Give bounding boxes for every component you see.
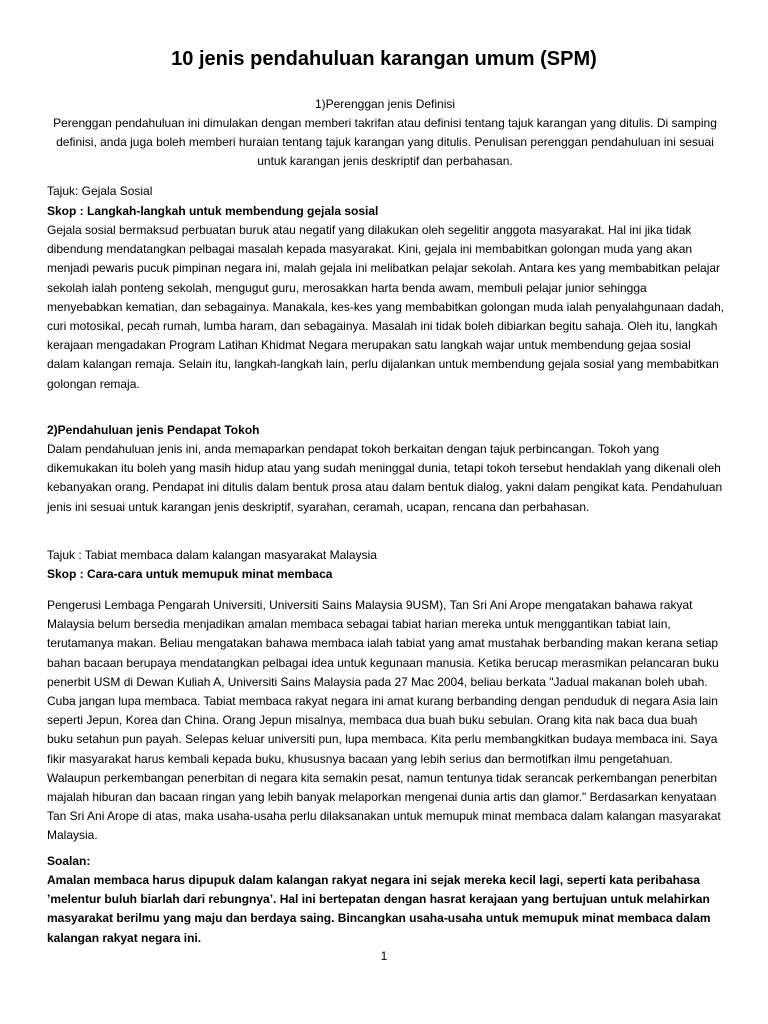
section2-tajuk: Tajuk : Tabiat membaca dalam kalangan masyarakat Malaysia — [47, 548, 377, 562]
section1-skop: Skop : Langkah-langkah untuk membendung gejala sosial — [47, 204, 379, 218]
section1-heading: 1)Perenggan jenis Definisi — [314, 97, 456, 111]
page-number: 1 — [380, 949, 388, 963]
section1-tajuk: Tajuk: Gejala Sosial — [47, 184, 153, 198]
section2-skop: Skop : Cara-cara untuk memupuk minat membaca — [47, 567, 333, 581]
section2-body: Pengerusi Lembaga Pengarah Universiti, Universiti Sains Malaysia 9USM), Tan Sri Ani Arope mengatakan bahawa rakyat Malaysia belum bersedia menjadikan amalan membaca sebagai tabiat harian mereka untuk menggantikan tabiat lain, terutamanya makan. Beliau mengatakan bahawa membaca ialah tabiat yang amat mustahak berbanding makan kerana setiap bahan bacaan berupaya mendatangkan pelbagai idea untuk kegunaan manusia. Ketika berucap merasmikan pelancaran buku penerbit USM di Dewan Kuliah A, Universiti Sains Malaysia pada 27 Mac 2004, beliau berkata "Jadual makanan boleh ubah. Cuba jangan lupa membaca. Tabiat membaca rakyat negara ini amat kurang berbanding dengan penduduk di negara Asia lain seperti Jepun, Korea dan China. Orang Jepun misalnya, membaca dua buah buku sebulan. Orang kita nak baca dua buah buku setahun pun payah. Selepas keluar universiti pun, lupa membaca. Kita perlu membangkitkan budaya membaca ini. Saya fikir masyarakat harus kembali kepada buku, khususnya bacaan yang lebih serius dan bermotifkan ilmu pengetahuan. Walaupun perkembangan penerbitan di negara kita semakin pesat, namun tentunya tidak serancak perkembangan penerbitan majalah hiburan dan bacaan ringan yang lebih banyak melaporkan mengenai dunia artis dan glamor." Berdasarkan kenyataan Tan Sri Ani Arope di atas, maka usaha-usaha perlu dilaksanakan untuk memupuk minat membaca dalam kalangan masyarakat Malaysia. — [47, 598, 721, 843]
soalan-text: Amalan membaca harus dipupuk dalam kalangan rakyat negara ini sejak mereka kecil lagi, seperti kata peribahasa ’melentur buluh biarlah dari rebungnya’. Hal ini bertepatan dengan hasrat kerajaan yang bertujuan untuk melahirkan masyarakat berilmu yang maju dan berdaya saing. Bincangkan usaha-usaha untuk memupuk minat membaca dalam kalangan rakyat negara ini. — [47, 873, 711, 945]
section1-intro: Perenggan pendahuluan ini dimulakan dengan memberi takrifan atau definisi tentang tajuk karangan yang ditulis. Di samping definisi, anda juga boleh memberi huraian tentang tajuk karangan yang ditulis. Penulisan perenggan pendahuluan ini sesuai untuk karangan jenis deskriptif dan perbahasan. — [53, 116, 717, 169]
document-title: 10 jenis pendahuluan karangan umum (SPM) — [171, 48, 597, 70]
section2-heading: 2)Pendahuluan jenis Pendapat Tokoh — [47, 423, 260, 437]
section1-body: Gejala sosial bermaksud perbuatan buruk atau negatif yang dilakukan oleh segelitir anggota masyarakat. Hal ini jika tidak dibendung mendatangkan pelbagai masalah kepada masyarakat. Kini, gejala ini membabitkan golongan muda yang akan menjadi pewaris pucuk pimpinan negara ini, malah gejala ini melibatkan pelajar sekolah. Antara kes yang membabitkan pelajar sekolah ialah ponteng sekolah, mengugut guru, merosakkan harta benda awam, membuli pelajar junior sehingga menyebabkan kematian, dan sebagainya. Manakala, kes-kes yang membabitkan golongan muda ialah penyalahgunaan dadah, curi motosikal, pecah rumah, lumba haram, dan sebagainya. Masalah ini tidak boleh dibiarkan begitu sahaja. Oleh itu, langkah kerajaan mengadakan Program Latihan Khidmat Negara merupakan satu langkah wajar untuk membendung gejaa sosial dalam kalangan remaja. Selain itu, langkah-langkah lain, perlu dijalankan untuk membendung gejala sosial yang membabitkan golongan remaja. — [47, 223, 725, 391]
soalan-label: Soalan: — [47, 854, 91, 868]
section2-intro: Dalam pendahuluan jenis ini, anda memaparkan pendapat tokoh berkaitan dengan tajuk perbincangan. Tokoh yang dikemukakan itu boleh yang masih hidup atau yang sudah meninggal dunia, tetapi tokoh tersebut hendaklah yang dikenali oleh kebanyakan orang. Pendapat ini ditulis dalam bentuk prosa atau dalam bentuk dialog, yakni dalam pengikat kata. Pendahuluan jenis ini sesuai untuk karangan jenis deskriptif, syarahan, ceramah, ucapan, rencana dan perbahasan. — [47, 442, 723, 514]
